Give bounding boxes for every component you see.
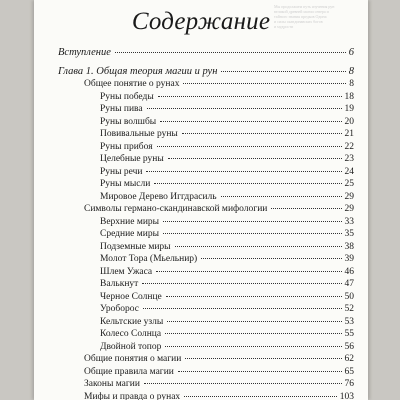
toc-entry-page: 22 — [344, 141, 354, 152]
toc-entry — [100, 267, 354, 277]
toc-entry — [84, 392, 354, 400]
toc-entry-page: 56 — [344, 341, 354, 352]
toc-entry-page: 6 — [348, 47, 354, 58]
toc-entry — [100, 179, 354, 189]
toc-entry — [100, 279, 354, 289]
toc-entry-label: Глава 1. Общая теория магии и рун — [58, 66, 218, 77]
toc-entry-label: Общее понятие о рунах — [84, 79, 180, 89]
toc-entry-page: 50 — [344, 291, 354, 302]
toc-entry — [100, 317, 354, 327]
toc-entry-label: Руны волшбы — [100, 116, 157, 127]
toc-entry — [100, 242, 354, 252]
toc-entry-label: Руны победы — [100, 91, 154, 102]
toc-entry — [100, 117, 354, 127]
toc-entry-page: 53 — [344, 316, 354, 327]
toc-entry — [100, 154, 354, 164]
toc-entry-label: Уроборос — [100, 304, 139, 314]
toc-entry — [84, 367, 354, 377]
toc-entry — [100, 229, 354, 239]
toc-entry — [100, 167, 354, 177]
toc-entry-label: Верхние миры — [100, 216, 160, 227]
toc-entry — [100, 254, 354, 264]
toc-entry-page: 33 — [344, 216, 354, 227]
toc-entry — [100, 142, 354, 152]
toc-entry-label: Шлем Ужаса — [100, 266, 153, 277]
toc-entry-label: Повивальные руны — [100, 129, 178, 139]
toc-entry-page: 76 — [344, 379, 354, 389]
toc-entry-page: 8 — [349, 79, 354, 89]
toc-entry-page: 8 — [348, 66, 354, 77]
toc-entry — [100, 104, 354, 114]
toc-entry-label: Общие понятия о магии — [84, 354, 182, 364]
toc-entry-page: 21 — [344, 129, 354, 139]
toc-entry — [100, 92, 354, 102]
page-title: Содержание — [131, 8, 271, 35]
toc-entry-page: 47 — [344, 279, 354, 289]
toc-entry-label: Вступление — [58, 47, 111, 58]
toc-entry-label: Молот Тора (Мьельнир) — [100, 254, 198, 264]
bleed-through-line: и мудрости — [274, 24, 294, 29]
toc-entry-label: Двойной топор — [100, 341, 162, 352]
toc-entry-page: 29 — [344, 191, 354, 202]
toc-entry-page: 46 — [344, 266, 354, 277]
toc-entry — [84, 79, 354, 89]
toc-entry-page: 25 — [344, 179, 354, 189]
toc-entry-page: 103 — [339, 391, 354, 400]
toc-entry-page: 62 — [344, 354, 354, 364]
toc-entry-page: 38 — [344, 241, 354, 252]
toc-entry — [84, 354, 354, 364]
toc-entry-label: Руны мысли — [100, 179, 151, 189]
toc-entry-label: Подземные миры — [100, 241, 171, 252]
toc-entry-label: Общие правила магии — [84, 366, 174, 377]
toc-entry-page: 65 — [344, 366, 354, 377]
toc-entry-page: 35 — [344, 229, 354, 239]
toc-entry — [100, 217, 354, 227]
toc-entry-label: Кельтские узлы — [100, 316, 164, 327]
toc-entry-label: Колесо Солнца — [100, 329, 162, 339]
toc-entry-page: 20 — [344, 116, 354, 127]
toc-entry — [100, 292, 354, 302]
toc-entry-page: 52 — [344, 304, 354, 314]
toc-entry — [100, 342, 354, 352]
bleed-through-line: тайного знания предков Одина — [274, 14, 327, 19]
bleed-through-line: и силы скандинавских богов — [274, 19, 323, 24]
toc-entry-introduction — [58, 47, 354, 58]
toc-entry-label: Мифы и правда о рунах — [84, 391, 181, 400]
toc-entry-label: Законы магии — [84, 379, 140, 389]
toc-entry-page: 23 — [344, 154, 354, 164]
toc-entry-page: 39 — [344, 254, 354, 264]
toc-entry-label: Руны прибоя — [100, 141, 153, 152]
toc-entry — [84, 204, 354, 214]
toc-entry-page: 18 — [344, 91, 354, 102]
toc-entry-label: Целебные руны — [100, 154, 164, 164]
toc-entry-label: Мировое Дерево Иггдрасиль — [100, 191, 217, 202]
toc-entry-label: Черное Солнце — [100, 291, 162, 302]
toc-entry — [100, 129, 354, 139]
toc-entry-label: Руны речи — [100, 166, 143, 177]
toc-entry-label: Валькнут — [100, 279, 139, 289]
toc-entry-label: Символы германо-скандинавской мифологии — [84, 204, 268, 214]
bleed-through-line: Мы продолжаем путь изучения рун — [274, 4, 335, 9]
toc-entry-page: 24 — [344, 166, 354, 177]
toc-entry-page: 55 — [344, 329, 354, 339]
book-page — [34, 0, 368, 400]
toc-entry-label: Руны пива — [100, 104, 143, 114]
toc-entry — [100, 304, 354, 314]
toc-entry-label: Средние миры — [100, 229, 159, 239]
toc-entry — [100, 329, 354, 339]
toc-entry-page: 19 — [344, 104, 354, 114]
toc-entry-page: 29 — [344, 204, 354, 214]
bleed-through-line: великой древней магии севера и — [274, 9, 329, 14]
toc-entry — [100, 192, 354, 202]
toc-entry-chapter — [58, 66, 354, 77]
toc-entry — [84, 379, 354, 389]
